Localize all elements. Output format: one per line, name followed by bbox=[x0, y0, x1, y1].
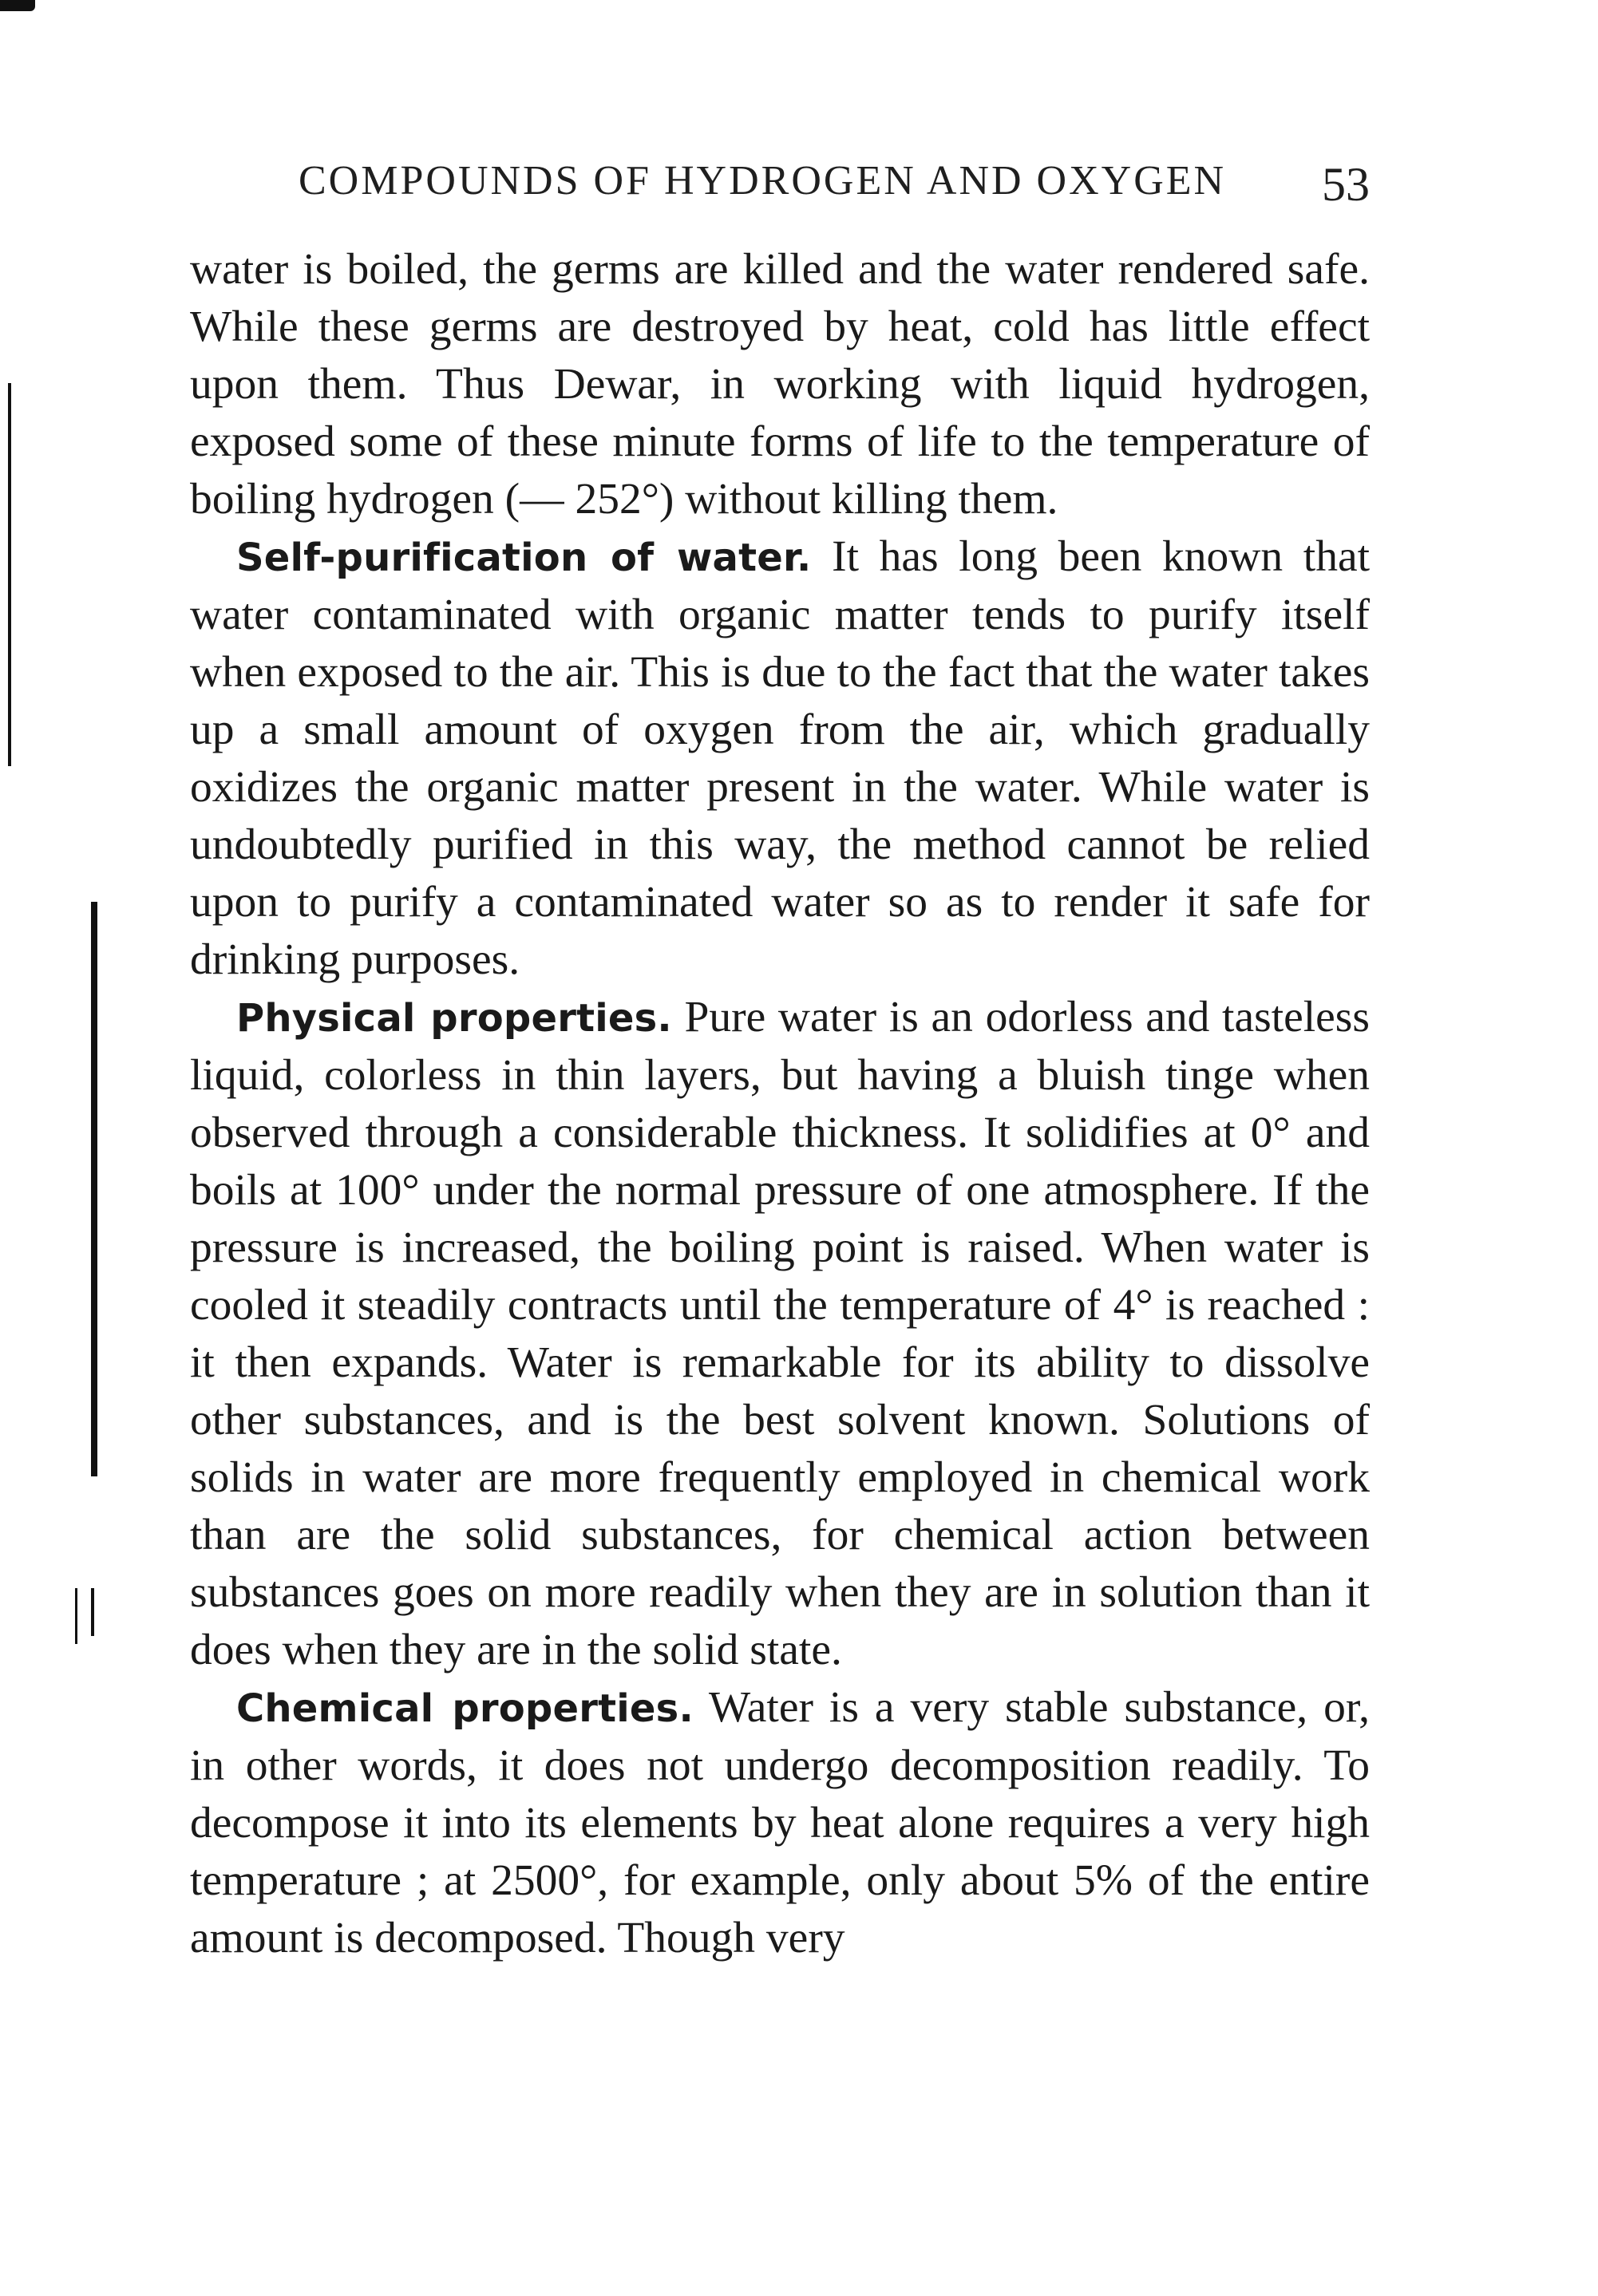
running-header bbox=[190, 153, 1370, 209]
scan-edge-mark bbox=[91, 1588, 94, 1636]
section-heading-chemical-properties: Chemical properties. bbox=[236, 1686, 694, 1731]
paragraph-text: It has long been known that water contaminated with organic matter tends to purify itself when exposed to the air. This is due to the fact that the water takes up a small amount of oxygen from the air, which gradually oxidizes the organic matter present in the water. While water is undoubtedly purified in this way, the method cannot be relied upon to purify a contaminated water so as to render it safe for drinking purposes. bbox=[190, 532, 1371, 984]
body-text bbox=[190, 241, 1370, 1967]
paragraph-text: Water is a very stable substance, or, in other words, it does not undergo decomposition readily. To decompose it into its elements by heat alone requires a very high temperature ; at 2500°, for example, only about 5% of the entire amount is decomposed. Though very bbox=[190, 1683, 1370, 1962]
paragraph-germs bbox=[190, 241, 1370, 528]
running-title: COMPOUNDS OF HYDROGEN AND OXYGEN bbox=[299, 158, 1227, 204]
scan-edge-mark bbox=[91, 902, 97, 1476]
paragraph-chemical-properties bbox=[190, 1679, 1370, 1967]
scan-edge-mark bbox=[75, 1588, 77, 1644]
paragraph-self-purification bbox=[190, 528, 1370, 989]
scan-corner-blot bbox=[0, 0, 35, 11]
section-heading-self-purification: Self-purification of water. bbox=[236, 535, 812, 580]
section-heading-physical-properties: Physical properties. bbox=[236, 996, 672, 1041]
paragraph-text: water is boiled, the germs are killed and the water rendered safe. While these germs are destroyed by heat, cold has little effect upon them. Thus Dewar, in working with liquid hydrogen, exposed some of these minute forms of life to the temperature of boiling hydrogen (— 252°) without killing them. bbox=[190, 245, 1370, 524]
scan-edge-mark bbox=[8, 383, 11, 766]
paragraph-text: Pure water is an odorless and tasteless liquid, colorless in thin layers, but having a bluish tinge when observed through a considerable thickness. It solidifies at 0° and boils at 100° under the normal pressure of one atmosphere. If the pressure is increased, the boiling point is raised. When water is cooled it steadily contracts until the temperature of 4° is reached : it then expands. Water is remarkable for its ability to dissolve other substances, and is the best solvent known. Solutions of solids in water are more frequently employed in chemical work than are the solid substances, for chemical action between substances goes on more readily when they are in solution than it does when they are in the solid state. bbox=[190, 993, 1370, 1674]
paragraph-physical-properties bbox=[190, 989, 1370, 1679]
page-number: 53 bbox=[1322, 158, 1370, 211]
